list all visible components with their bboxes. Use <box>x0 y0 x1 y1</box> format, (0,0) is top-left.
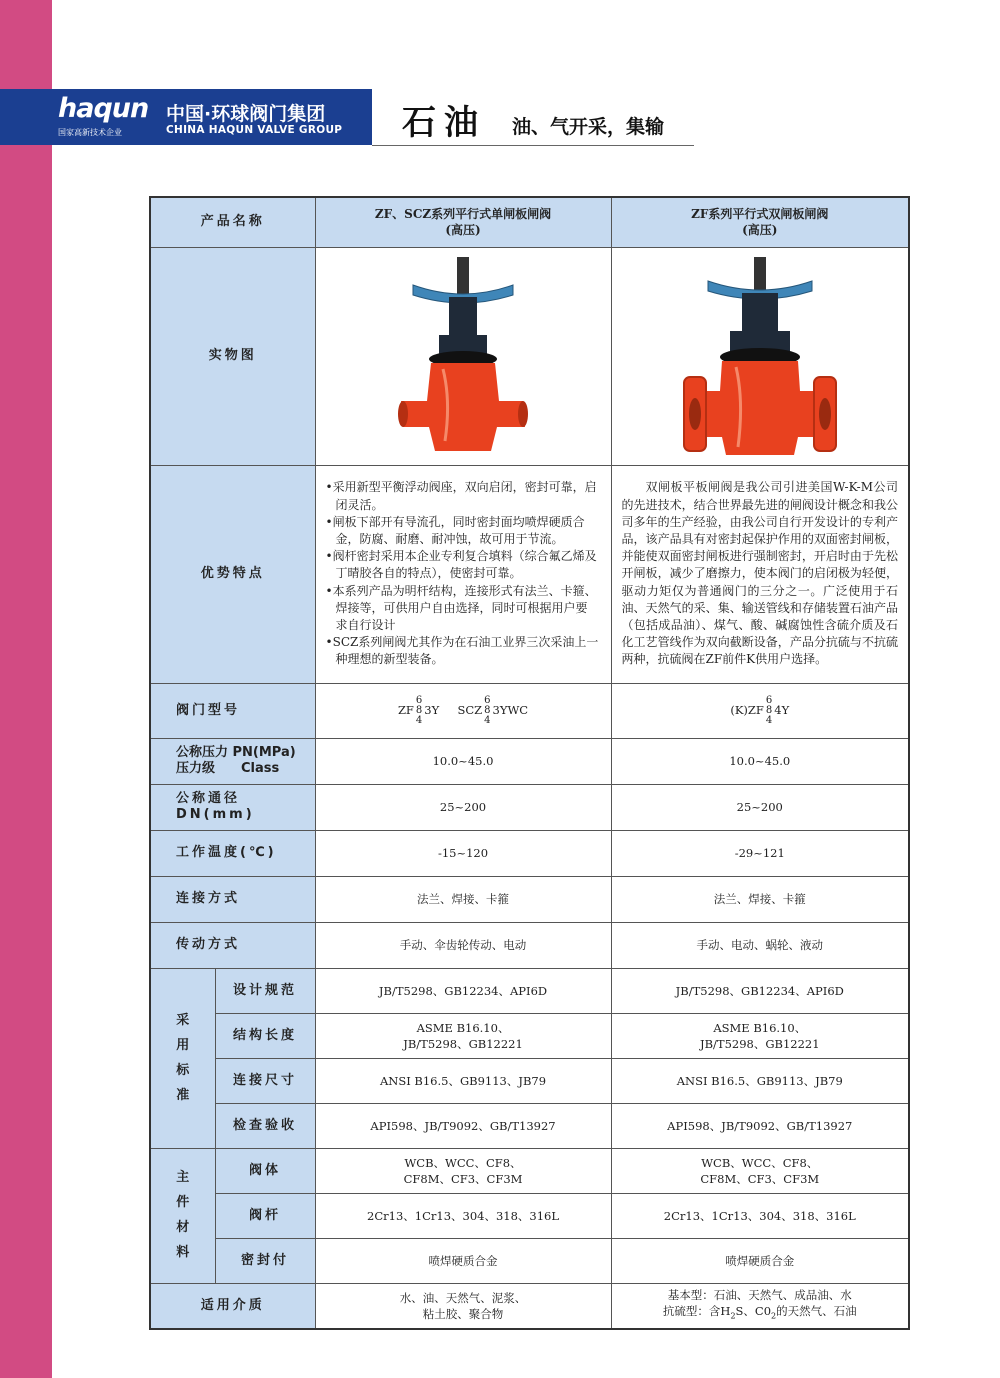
col2-media-line2 <box>612 1303 909 1324</box>
col2-length-line2: JB/T5298、GB12221 <box>699 1036 820 1051</box>
col2-drive: 手动、电动、蜗轮、液动 <box>611 922 909 968</box>
label-pressure-line1: 公称压力 PN(MPa) <box>176 745 296 760</box>
col1-media <box>315 1283 611 1329</box>
col2-inspection: API598、JB/T9092、GB/T13927 <box>611 1103 909 1148</box>
col1-design: JB/T5298、GB12234、API6D <box>315 968 611 1013</box>
frac-bottom: 4 <box>484 714 491 726</box>
frac-bottom: 4 <box>415 714 423 726</box>
row-product-name <box>150 197 909 247</box>
col2-design: JB/T5298、GB12234、API6D <box>611 968 909 1013</box>
label-pressure <box>150 738 315 784</box>
company-name-en: CHINA HAQUN VALVE GROUP <box>166 124 343 136</box>
col1-media-line2: 粘土胶、聚合物 <box>422 1306 504 1321</box>
label-stem: 阀杆 <box>215 1193 315 1238</box>
model-suffix: 3Y <box>424 702 440 717</box>
col2-stem: 2Cr13、1Cr13、304、318、316L <box>611 1193 909 1238</box>
row-body <box>150 1148 909 1193</box>
label-photo: 实物图 <box>150 247 315 465</box>
page-title: 石油 <box>402 103 486 143</box>
row-stem <box>150 1193 909 1238</box>
col1-features <box>315 465 611 683</box>
label-seal: 密封付 <box>215 1238 315 1283</box>
media-text: 的天然气、石油 <box>776 1304 857 1319</box>
col2-features <box>611 465 909 683</box>
col2-media <box>611 1283 909 1329</box>
label-body: 阀体 <box>215 1148 315 1193</box>
group-standards <box>150 968 215 1148</box>
row-photo <box>150 247 909 465</box>
col1-product-name <box>315 197 611 247</box>
col1-photo <box>315 247 611 465</box>
col2-connection: 法兰、焊接、卡箍 <box>611 876 909 922</box>
col1-drive: 手动、伞齿轮传动、电动 <box>315 922 611 968</box>
col1-body-line2: CF8M、CF3、CF3M <box>403 1171 523 1186</box>
col1-stem: 2Cr13、1Cr13、304、318、316L <box>315 1193 611 1238</box>
col1-name-line1: ZF、SCZ系列平行式单闸板闸阀 <box>374 207 552 222</box>
label-inspection: 检查验收 <box>215 1103 315 1148</box>
frac-top: 6 <box>484 694 491 706</box>
title-rule <box>372 145 694 146</box>
label-media: 适用介质 <box>150 1283 315 1329</box>
label-connection: 连接方式 <box>150 876 315 922</box>
row-features <box>150 465 909 683</box>
model-prefix: ZF <box>397 702 414 717</box>
group-char: 主 <box>176 1170 190 1185</box>
group-char: 料 <box>176 1245 190 1260</box>
group-char: 标 <box>176 1062 190 1078</box>
media-subscript: 2 <box>771 1311 777 1321</box>
group-char: 材 <box>176 1220 190 1235</box>
frac-mid: 8 <box>415 704 423 716</box>
row-conn-size <box>150 1058 909 1103</box>
label-conn-size: 连接尺寸 <box>215 1058 315 1103</box>
feature-item: •SCZ系列闸阀尤其作为在石油工业界三次采油上一种理想的新型装备。 <box>325 635 599 667</box>
model-fraction <box>484 696 490 726</box>
col2-model <box>611 683 909 738</box>
media-text: S、C0 <box>735 1304 772 1319</box>
row-inspection <box>150 1103 909 1148</box>
group-char: 采 <box>176 1012 190 1028</box>
feature-item: •本系列产品为明杆结构，连接形式有法兰、卡箍、焊接等，可供用户自由选择，同时可根据用户要求自行设计 <box>325 583 597 632</box>
col2-media-line1: 基本型：石油、天然气、成品油、水 <box>667 1288 852 1303</box>
group-char: 准 <box>176 1087 190 1103</box>
frac-top: 6 <box>415 694 423 706</box>
row-media <box>150 1283 909 1329</box>
col1-connection: 法兰、焊接、卡箍 <box>315 876 611 922</box>
col2-temperature: -29~121 <box>611 830 909 876</box>
media-text: 抗硫型：含H <box>662 1304 731 1319</box>
row-design <box>150 968 909 1013</box>
logo-subtitle: 国家高新技术企业 <box>58 128 122 137</box>
col2-body <box>611 1148 909 1193</box>
col1-temperature: -15~120 <box>315 830 611 876</box>
col1-body <box>315 1148 611 1193</box>
group-materials <box>150 1148 215 1283</box>
col1-seal: 喷焊硬质合金 <box>315 1238 611 1283</box>
label-pressure-line2: 压力级 Class <box>176 761 280 776</box>
feature-item: •阀杆密封采用本企业专利复合填料（综合氟乙烯及丁晴胶各自的特点），使密封可靠。 <box>325 549 597 581</box>
col2-name-line2: (高压) <box>742 223 778 238</box>
model-prefix: (K)ZF <box>730 702 764 717</box>
col2-dn: 25~200 <box>611 784 909 830</box>
company-name-cn: 中国·环球阀门集团 <box>166 103 326 125</box>
col1-inspection: API598、JB/T9092、GB/T13927 <box>315 1103 611 1148</box>
model-fraction <box>766 696 772 726</box>
col1-name-line2: (高压) <box>445 223 481 238</box>
col2-length-line1: ASME B16.10、 <box>713 1020 807 1035</box>
col2-pressure: 10.0~45.0 <box>611 738 909 784</box>
model-suffix: 4Y <box>774 702 790 717</box>
model-prefix: SCZ <box>457 702 483 717</box>
col2-features-text: 双闸板平板闸阀是我公司引进美国W-K-M公司的先进技术，结合世界最先进的闸阀设计概念和我公司多年的生产经验，由我公司自行开发设计的专利产品，该产品具有对密封起保护作用的双面密封闸板，并能使双面密封闸板进行强制密封，开启时由于先松开闸板，减少了磨擦力，使本阀门的启闭极为轻便，驱动力矩仅为普通阀门的三分之一。广泛使用于石油、天然气的采、集、输送管线和存储装置石油产品（包括成品油）、煤气、酸、碱腐蚀性含硫介质及石化工艺管线作为双向截断设备，产品分抗硫与不抗硫两种，抗硫阀在ZF前件K供用户选择。 <box>621 480 899 667</box>
page-subtitle: 油、气开采，集输 <box>512 116 665 138</box>
col1-length-line1: ASME B16.10、 <box>416 1020 510 1035</box>
col2-product-name <box>611 197 909 247</box>
side-bar <box>0 0 52 1378</box>
model-fraction <box>416 696 422 726</box>
double-gate-valve-image <box>612 251 909 461</box>
label-length: 结构长度 <box>215 1013 315 1058</box>
media-subscript: 2 <box>730 1311 736 1321</box>
col1-model <box>315 683 611 738</box>
col2-photo <box>611 247 909 465</box>
row-pressure <box>150 738 909 784</box>
single-gate-valve-image <box>316 251 611 461</box>
frac-mid: 8 <box>484 704 491 716</box>
frac-mid: 8 <box>765 704 773 716</box>
model-suffix: 3YWC <box>492 702 529 717</box>
group-char: 用 <box>176 1037 190 1053</box>
col1-pressure: 10.0~45.0 <box>315 738 611 784</box>
col2-length <box>611 1013 909 1058</box>
brand-band <box>0 89 372 145</box>
frac-top: 6 <box>765 694 773 706</box>
col2-body-line2: CF8M、CF3、CF3M <box>700 1171 820 1186</box>
label-temperature: 工作温度(℃) <box>150 830 315 876</box>
col1-body-line1: WCB、WCC、CF8、 <box>404 1155 522 1170</box>
row-length <box>150 1013 909 1058</box>
label-dn: 公称通径 DN(mm) <box>150 784 315 830</box>
row-temperature <box>150 830 909 876</box>
row-dn <box>150 784 909 830</box>
label-model: 阀门型号 <box>150 683 315 738</box>
col2-conn-size: ANSI B16.5、GB9113、JB79 <box>611 1058 909 1103</box>
col1-length <box>315 1013 611 1058</box>
col1-length-line2: JB/T5298、GB12221 <box>403 1036 523 1051</box>
col1-conn-size: ANSI B16.5、GB9113、JB79 <box>315 1058 611 1103</box>
row-connection <box>150 876 909 922</box>
label-design: 设计规范 <box>215 968 315 1013</box>
col1-dn: 25~200 <box>315 784 611 830</box>
group-char: 件 <box>176 1195 190 1210</box>
feature-item: •闸板下部开有导流孔，同时密封面均喷焊硬质合金，防腐、耐磨、耐冲蚀，故可用于节流。 <box>325 514 585 546</box>
feature-item: •采用新型平衡浮动阀座，双向启闭，密封可靠，启闭灵活。 <box>325 480 597 512</box>
col2-seal: 喷焊硬质合金 <box>611 1238 909 1283</box>
label-product-name: 产品名称 <box>150 197 315 247</box>
row-seal <box>150 1238 909 1283</box>
col2-name-line1: ZF系列平行式双闸板闸阀 <box>691 207 829 222</box>
company-logo: haqun <box>58 93 149 124</box>
col2-body-line1: WCB、WCC、CF8、 <box>701 1155 819 1170</box>
frac-bottom: 4 <box>765 714 773 726</box>
label-features: 优势特点 <box>150 465 315 683</box>
row-model <box>150 683 909 738</box>
spec-table <box>149 196 910 1330</box>
row-drive <box>150 922 909 968</box>
label-drive: 传动方式 <box>150 922 315 968</box>
col1-media-line1: 水、油、天然气、泥浆、 <box>399 1290 527 1305</box>
